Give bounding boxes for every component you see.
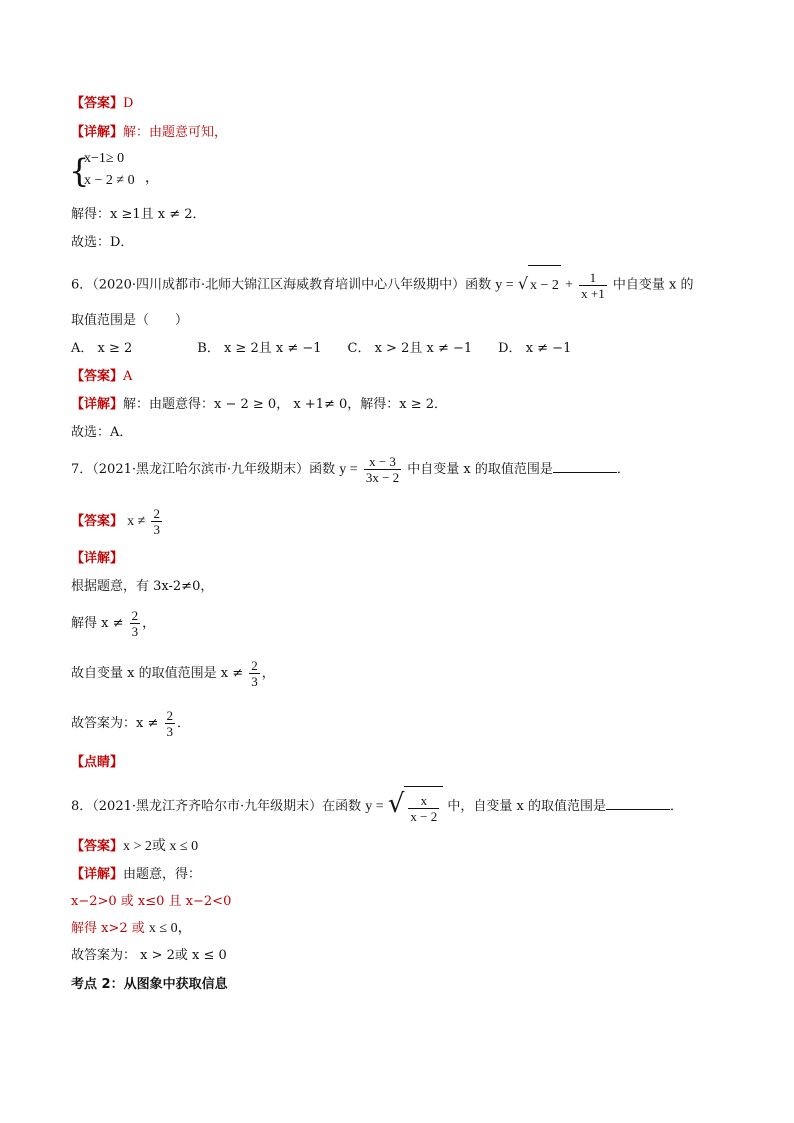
q6-detail-line — [71, 396, 447, 414]
detail-tag: 【详解】 — [71, 397, 124, 412]
line-suffix: x ≤ 0， — [148, 921, 192, 936]
q7-answer-prefix: x ≠ — [127, 514, 146, 529]
q8-detail-line3: 故答案为： x > 2或 x ≤ 0 — [71, 948, 227, 963]
answer-tag: 【答案】 — [71, 96, 124, 111]
q7-stem-suffix: 中自变量 x 的取值范围是 — [407, 462, 553, 477]
q7-answer-line — [71, 502, 164, 542]
q8-frac-num: x — [420, 793, 428, 808]
q6-fraction — [579, 270, 607, 301]
q8-stem-prefix: 8．（2021·黑龙江齐齐哈尔市·九年级期末）在函数 — [71, 799, 362, 814]
fraction — [249, 658, 260, 689]
q8-sqrt-body — [404, 786, 443, 831]
detail-text: 由题意，得： — [123, 867, 202, 882]
q8-detail-line2 — [71, 920, 192, 938]
q5-choose: 故选：D． — [71, 235, 134, 250]
answer-tag: 【答案】 — [71, 369, 124, 384]
q7-stem-prefix: 7．（2021·黑龙江哈尔滨市·九年级期末）函数 — [71, 462, 336, 477]
q7-frac-num: x − 3 — [369, 454, 396, 469]
q6-stem-suffix: 中自变量 x 的 — [612, 277, 694, 293]
q7-frac-den: 3x − 2 — [365, 470, 400, 485]
q7-detail-line4 — [71, 704, 190, 744]
line-suffix: ， — [142, 616, 156, 631]
q7-answer-fraction — [151, 506, 162, 537]
fraction — [130, 608, 141, 639]
q7-detail-line1: 根据题意，有 3x-2≠0， — [71, 579, 214, 594]
answer-blank — [553, 460, 617, 473]
fraction — [165, 708, 176, 739]
answer-tag: 【答案】 — [71, 514, 124, 529]
q7-detail-line2 — [71, 604, 155, 644]
q7-fraction — [364, 454, 401, 485]
line-suffix: ． — [177, 716, 191, 731]
q8-stem-suffix: 中，自变量 x 的取值范围是 — [447, 799, 606, 814]
frac-num: 2 — [153, 506, 160, 521]
q7-detail-tag-line — [71, 550, 123, 568]
q8-frac-den: x − 2 — [410, 809, 438, 824]
answer-value: A — [123, 369, 133, 384]
q7-detail-line3 — [71, 654, 275, 694]
system-line-2: x − 2 ≠ 0 — [84, 173, 135, 188]
q6-options: A． x ≥ 2 B． x ≥ 2且 x ≠ −1 C． x > 2且 x ≠ −1 D． x ≠ −1 — [71, 341, 572, 356]
q6-frac-den: x +1 — [581, 285, 605, 301]
line-prefix: 故答案为：x ≠ — [71, 716, 159, 731]
q6-stem-prefix: 6．（2020·四川成都市·北师大锦江区海威教育培训中心八年级期中）函数 — [71, 277, 492, 293]
q7-y-eq: y = — [339, 462, 358, 477]
q6-plus: + — [565, 277, 573, 293]
q8-stem — [71, 782, 683, 826]
q8-detail-line1: x−2>0 或 x≤0 且 x−2<0 — [71, 894, 232, 909]
q6-stem — [71, 264, 693, 304]
q5-detail-line — [71, 124, 227, 142]
q8-sqrt: √ $\frac{x}{x - 2}$ — [388, 782, 443, 831]
line-prefix: 解得 x ≠ — [71, 616, 124, 631]
q6-sqrt: √ x − 2 — [518, 264, 561, 306]
frac-den: 3 — [153, 522, 160, 537]
frac-num: 2 — [166, 708, 173, 723]
frac-den: 3 — [251, 674, 258, 689]
frac-den: 3 — [131, 624, 139, 639]
system-line-1: x−1≥ 0 — [84, 151, 125, 166]
q8-answer-line — [71, 838, 198, 856]
detail-tag: 【详解】 — [71, 867, 124, 882]
left-brace: { — [69, 152, 90, 190]
line-suffix: ， — [261, 666, 275, 681]
q6-frac-num: 1 — [589, 269, 597, 285]
section-title: 考点 2：从图象中获取信息 — [71, 977, 228, 992]
q7-stem — [71, 450, 630, 490]
answer-value: x > 2或 x ≤ 0 — [123, 839, 199, 854]
line-prefix: 解得 x>2 或 — [71, 921, 145, 936]
q5-answer-line — [71, 95, 133, 113]
q8-stem-end: ． — [669, 799, 683, 814]
system-comma: ， — [145, 171, 159, 186]
detail-text: 解：由题意得：x − 2 ≥ 0， x +1≠ 0，解得：x ≥ 2． — [123, 397, 448, 412]
q8-y-eq: y = — [365, 799, 384, 814]
comment-tag: 【点睛】 — [71, 755, 124, 770]
detail-text: 解：由题意可知， — [123, 125, 228, 140]
detail-tag: 【详解】 — [71, 125, 124, 140]
detail-tag: 【详解】 — [71, 551, 124, 566]
frac-num: 2 — [251, 658, 258, 673]
line-prefix: 故自变量 x 的取值范围是 x ≠ — [71, 666, 244, 681]
q6-y-eq: y = — [495, 277, 514, 293]
answer-tag: 【答案】 — [71, 839, 124, 854]
q6-sqrt-body: x − 2 — [528, 265, 561, 306]
q7-comment-line — [71, 754, 123, 772]
frac-den: 3 — [166, 724, 173, 739]
q5-solve: 解得：x ≥1且 x ≠ 2． — [71, 207, 206, 222]
q8-detail-line — [71, 866, 201, 884]
answer-value: D — [123, 96, 134, 111]
frac-num: 2 — [131, 608, 139, 623]
q7-stem-end: ． — [616, 462, 630, 477]
q8-fraction — [408, 793, 439, 824]
q6-answer-line — [71, 368, 132, 386]
answer-blank — [606, 797, 670, 810]
q6-stem-line2: 取值范围是（ ） — [71, 313, 189, 328]
q6-choose: 故选：A． — [71, 425, 133, 440]
